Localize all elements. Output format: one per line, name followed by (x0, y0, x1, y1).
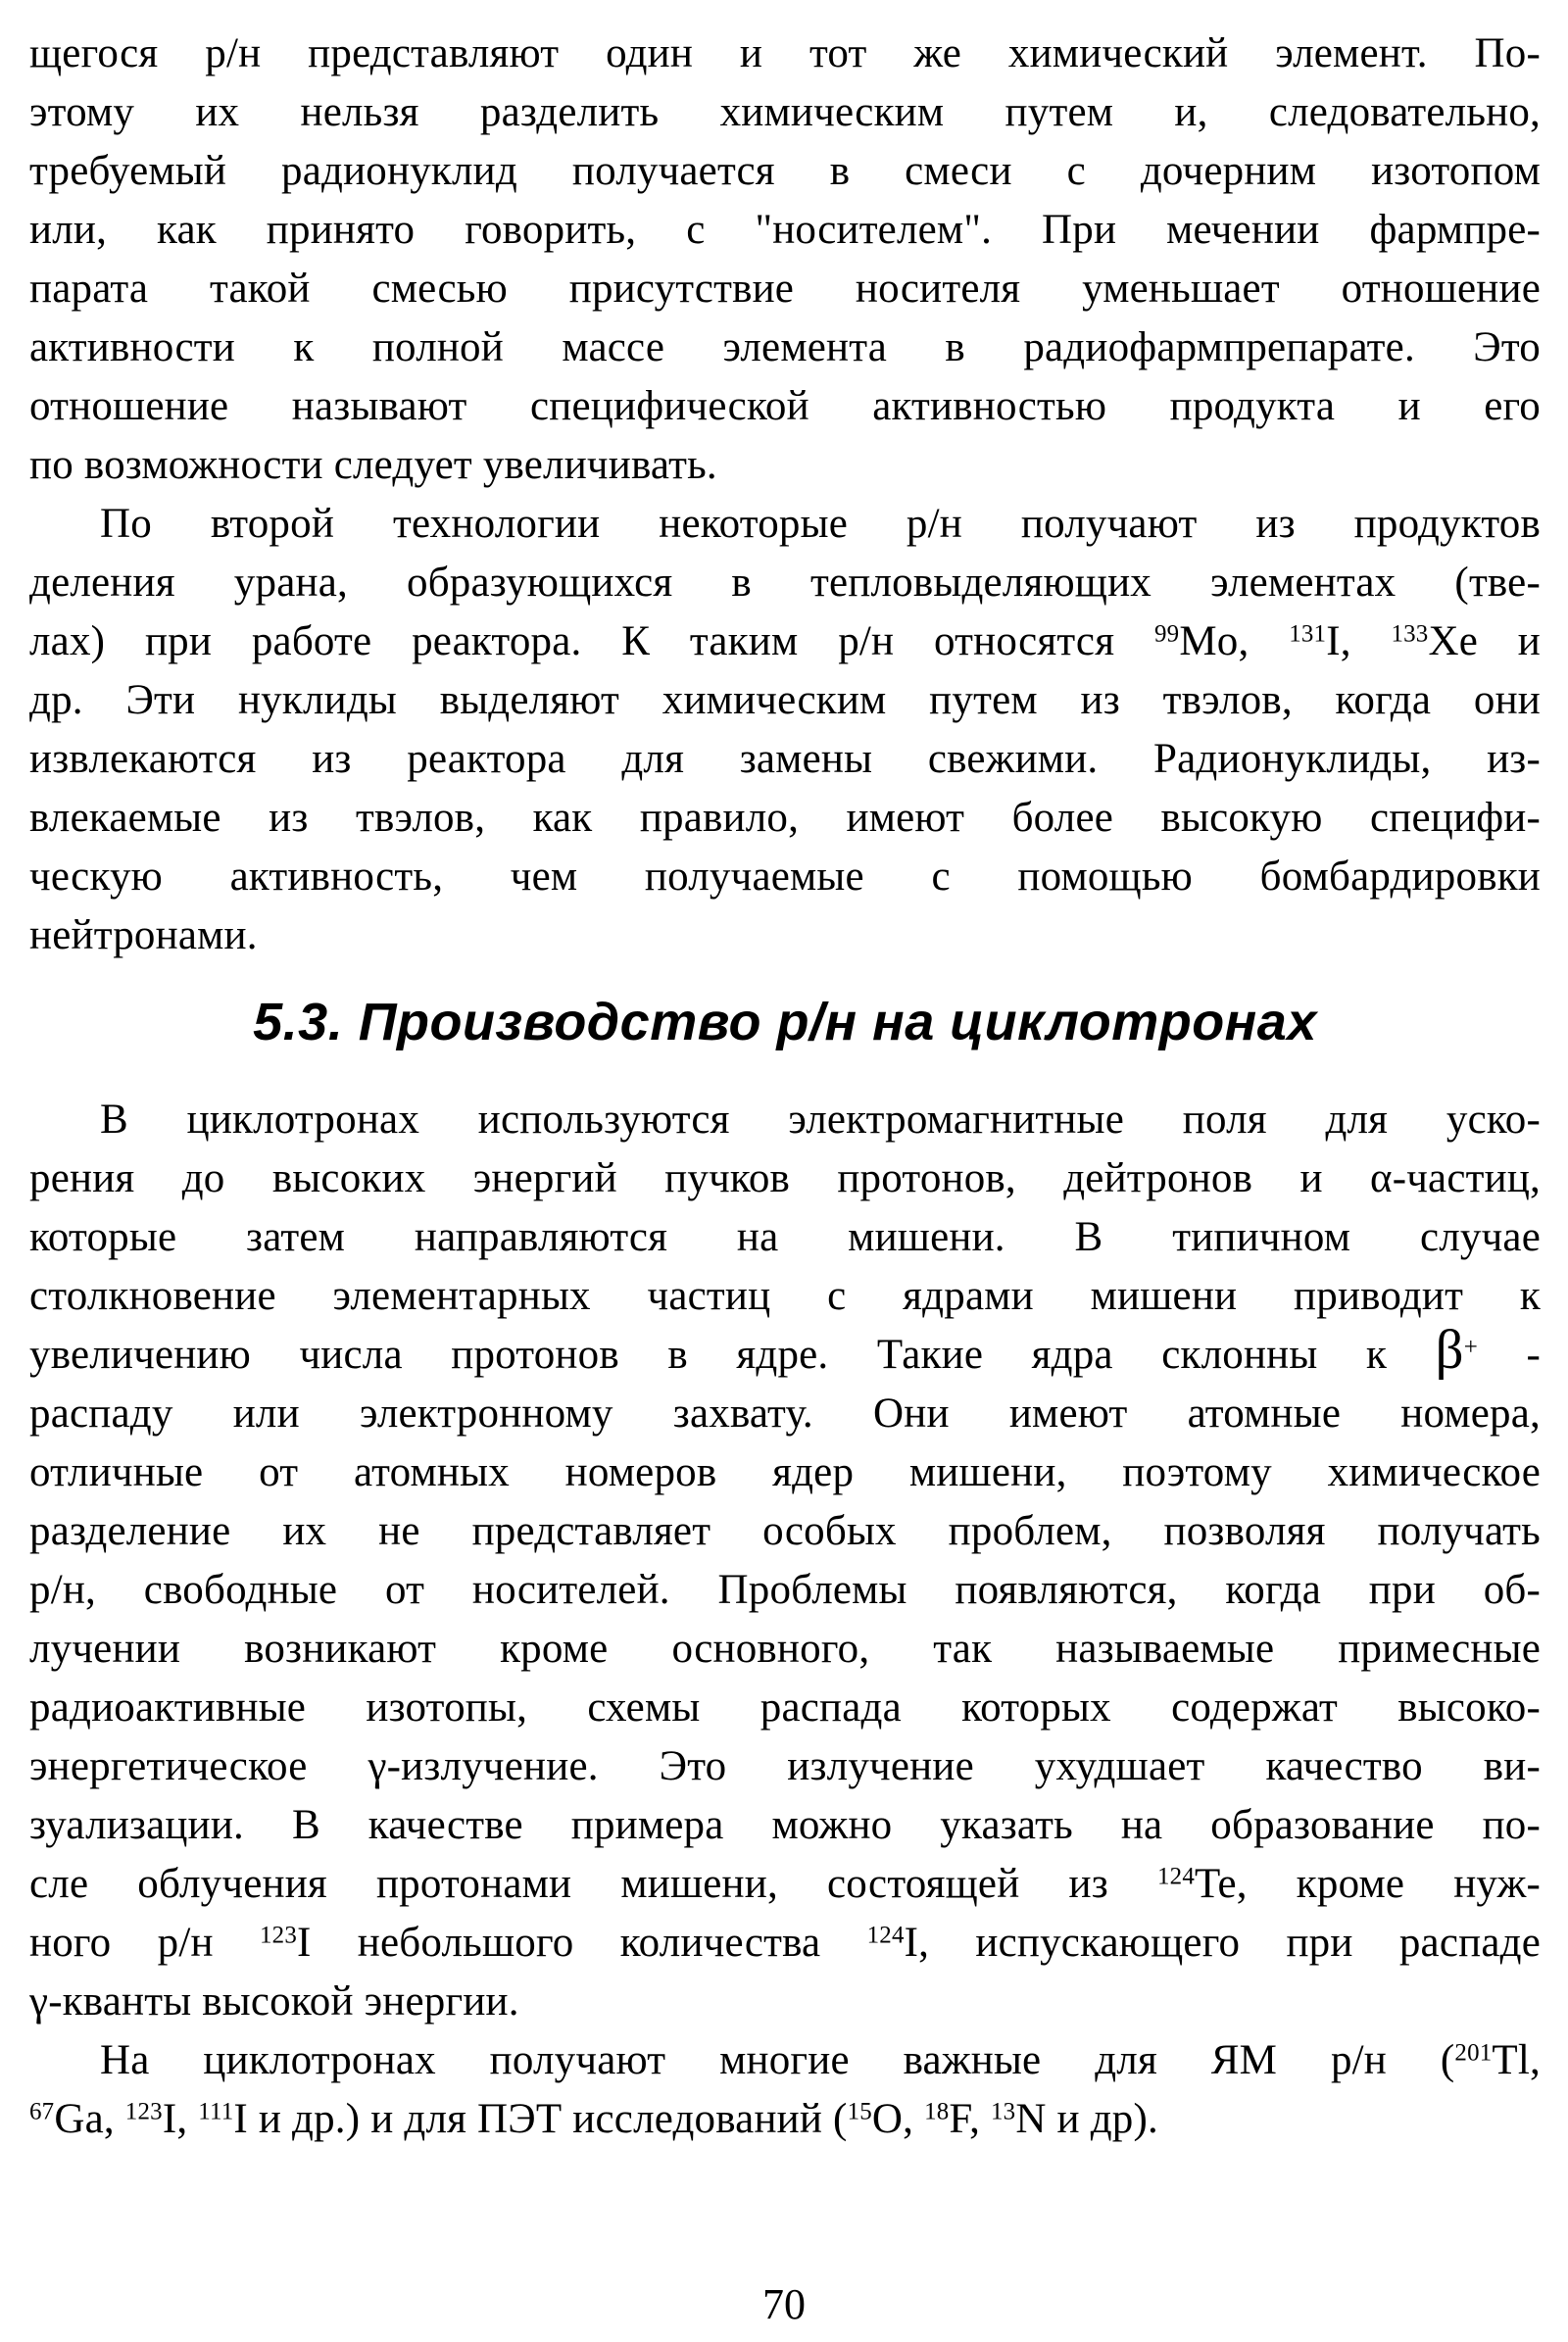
text-run: извлекаются из реактора для замены свежими. Радионуклиды, из- (29, 736, 1541, 782)
text-run: сле облучения протонами мишени, состоящей из (29, 1861, 1157, 1907)
text-run: которые затем направляются на мишени. В типичном случае (29, 1214, 1541, 1260)
text-line (29, 1914, 1541, 1973)
text-run: парата такой смесью присутствие носителя уменьшает отношение (29, 266, 1541, 312)
text-run: O, (871, 2096, 925, 2142)
text-run: требуемый радионуклид получается в смеси с дочерним изотопом (29, 148, 1541, 194)
text-line (29, 554, 1541, 612)
paragraph-cyclotron-isotopes (29, 2031, 1541, 2149)
text-line (29, 906, 1541, 965)
text-line (29, 377, 1541, 436)
superscript-mass-number: 18 (924, 2098, 950, 2125)
text-run: зуализации. В качестве примера можно указать на образование по- (29, 1802, 1541, 1848)
superscript-mass-number: 99 (1153, 620, 1180, 648)
text-run: I, (1326, 618, 1392, 664)
text-run: энергетическое γ-излучение. Это излучение ухудшает качество ви- (29, 1743, 1541, 1789)
text-line (29, 260, 1541, 318)
text-run: В циклотронах используются электромагнитные поля для уско- (100, 1097, 1541, 1143)
text-line (29, 1679, 1541, 1737)
text-run: по возможности следует увеличивать. (29, 442, 717, 488)
text-run: Te, кроме нуж- (1195, 1861, 1541, 1907)
superscript-mass-number: 123 (260, 1922, 298, 1949)
text-run: I, (162, 2096, 199, 2142)
text-line (29, 671, 1541, 730)
text-line (29, 1973, 1541, 2031)
superscript-mass-number: 15 (847, 2098, 872, 2125)
text-run: или, как принято говорить, с "носителем". При мечении фармпре- (29, 207, 1541, 253)
text-line (29, 1091, 1541, 1149)
text-line (29, 1855, 1541, 1914)
text-run: ного р/н (29, 1920, 260, 1966)
text-line (29, 318, 1541, 377)
superscript-mass-number: + (1463, 1334, 1478, 1361)
text-line (29, 1502, 1541, 1561)
text-line (29, 2090, 1541, 2149)
superscript-mass-number: 124 (1156, 1863, 1195, 1890)
text-line (29, 201, 1541, 260)
text-run: отношение называют специфической активностью продукта и его (29, 383, 1541, 429)
text-run: По второй технологии некоторые р/н получают из продуктов (100, 501, 1541, 547)
text-run: лах) при работе реактора. К таким р/н относятся (29, 618, 1154, 664)
text-line (29, 1737, 1541, 1796)
text-line (29, 789, 1541, 848)
text-run: I небольшого количества (297, 1920, 867, 1966)
text-run: На циклотронах получают многие важные для ЯМ р/н ( (100, 2037, 1455, 2083)
section-heading: 5.3. Производство р/н на циклотронах (253, 993, 1317, 1051)
text-run: разделение их не представляет особых проблем, позволяя получать (29, 1508, 1541, 1554)
superscript-mass-number: 67 (29, 2098, 55, 2125)
superscript-mass-number: 124 (866, 1922, 905, 1949)
text-line (29, 24, 1541, 83)
text-line (29, 1443, 1541, 1502)
text-run: ческую активность, чем получаемые с помощью бомбардировки (29, 854, 1541, 900)
text-line (29, 142, 1541, 201)
text-line (29, 1208, 1541, 1267)
text-run: влекаемые из твэлов, как правило, имеют более высокую специфи- (29, 795, 1541, 841)
text-line (29, 730, 1541, 789)
text-line (29, 1796, 1541, 1855)
text-run: Ga, (54, 2096, 125, 2142)
text-line (29, 1319, 1541, 1385)
paragraph-reactor-fission (29, 495, 1541, 965)
text-line (29, 436, 1541, 495)
superscript-mass-number: 123 (124, 2098, 163, 2125)
text-run: нейтронами. (29, 912, 258, 958)
text-run: увеличению числа протонов в ядре. Такие ядра склонны к (29, 1332, 1436, 1378)
superscript-mass-number: 111 (198, 2098, 234, 2125)
text-run: активности к полной массе элемента в радиофармпрепарате. Это (29, 324, 1541, 370)
text-line (29, 1620, 1541, 1679)
text-run: I и др.) и для ПЭТ исследований ( (233, 2096, 848, 2142)
text-run: столкновение элементарных частиц с ядрами мишени приводит к (29, 1273, 1541, 1319)
text-line (29, 83, 1541, 142)
text-line (29, 1149, 1541, 1208)
superscript-mass-number: 201 (1454, 2039, 1493, 2067)
text-run: N и др). (1015, 2096, 1158, 2142)
text-run: отличные от атомных номеров ядер мишени, поэтому химическое (29, 1449, 1541, 1495)
text-line (29, 612, 1541, 671)
superscript-mass-number: 131 (1289, 620, 1327, 648)
text-run: деления урана, образующихся в тепловыделяющих элементах (тве- (29, 560, 1541, 606)
text-run: др. Эти нуклиды выделяют химическим путем из твэлов, когда они (29, 677, 1541, 723)
text-run: F, (949, 2096, 991, 2142)
text-run: I, испускающего при распаде (904, 1920, 1541, 1966)
text-run: Tl, (1492, 2037, 1541, 2083)
text-run: радиоактивные изотопы, схемы распада которых содержат высоко- (29, 1684, 1541, 1731)
text-run: γ-кванты высокой энергии. (29, 1978, 519, 2025)
paragraph-cyclotron-principle (29, 1091, 1541, 2031)
text-line (29, 848, 1541, 906)
text-run: распаду или электронному захвату. Они имеют атомные номера, (29, 1391, 1541, 1437)
text-line (29, 1267, 1541, 1326)
text-line (29, 2031, 1541, 2090)
greek-beta-glyph: β (1435, 1319, 1464, 1381)
text-line (29, 1385, 1541, 1443)
text-line (29, 1561, 1541, 1620)
text-line (29, 495, 1541, 554)
text-run: лучении возникают кроме основного, так называемые примесные (29, 1626, 1541, 1672)
text-run: щегося р/н представляют один и тот же химический элемент. По- (29, 30, 1541, 76)
text-run: - (1477, 1332, 1541, 1378)
superscript-mass-number: 13 (991, 2098, 1016, 2125)
text-run: Xe и (1428, 618, 1541, 664)
text-run: рения до высоких энергий пучков протонов, дейтронов и α-частиц, (29, 1155, 1541, 1201)
text-run: р/н, свободные от носителей. Проблемы появляются, когда при об- (29, 1567, 1541, 1613)
superscript-mass-number: 133 (1391, 620, 1429, 648)
text-run: этому их нельзя разделить химическим путем и, следовательно, (29, 89, 1541, 135)
text-run: Mo, (1179, 618, 1290, 664)
paragraph-carrier-mixture (29, 24, 1541, 495)
page-number: 70 (762, 2280, 806, 2328)
